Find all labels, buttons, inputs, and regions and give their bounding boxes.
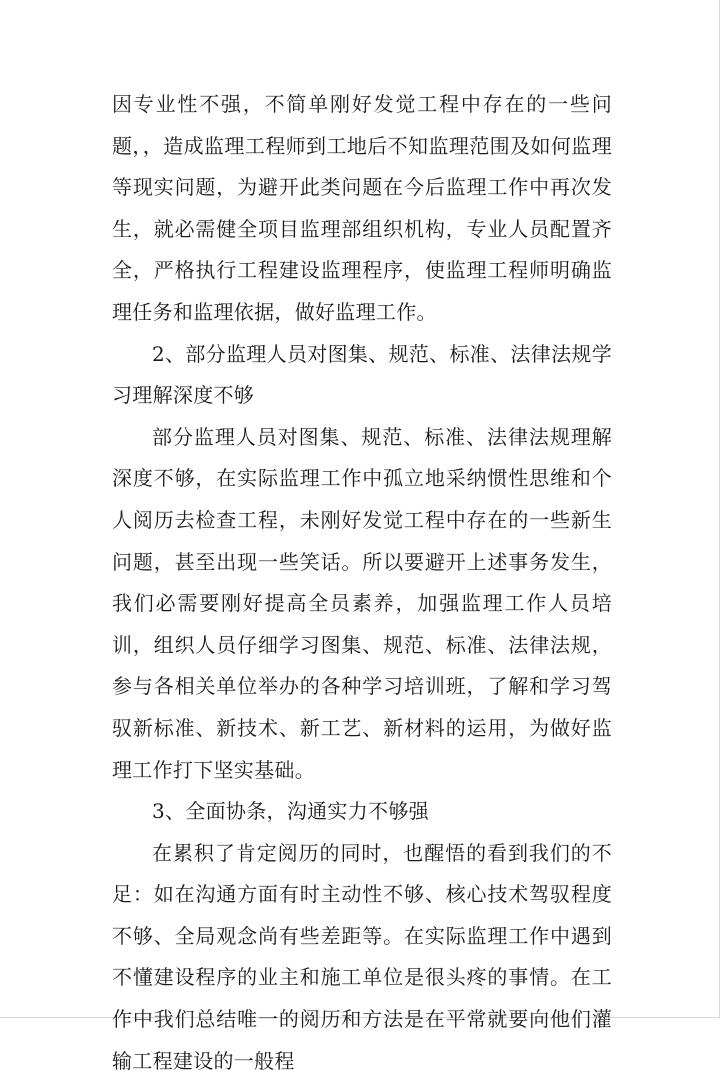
paragraph-section-3-body: 在累积了肯定阅历的同时，也醒悟的看到我们的不足：如在沟通方面有时主动性不够、核心技术驾驭程度不够、全局观念尚有些差距等。在实际监理工作中遇到不懂建设程序的业主和施工单位是很头疼的事情。在工作中我们总结唯一的阅历和方法是在平常就要向他们灌输工程建设的一般程 (112, 840, 612, 1073)
document-body (112, 84, 612, 1082)
paragraph-section-2-body: 部分监理人员对图集、规范、标准、法律法规理解深度不够，在实际监理工作中孤立地采纳惯性思维和个人阅历去检查工程，未刚好发觉工程中存在的一些新生问题，甚至出现一些笑话。所以要避开上述事务发生，我们必需要刚好提高全员素养，加强监理工作人员培训，组织人员仔细学习图集、规范、标准、法律法规，参与各相关单位举办的各种学习培训班，了解和学习驾驭新标准、新技术、新工艺、新材料的运用，为做好监理工作打下坚实基础。 (112, 424, 612, 782)
paragraph-continuation: 因专业性不强，不简单刚好发觉工程中存在的一些问题，，造成监理工程师到工地后不知监理范围及如何监理等现实问题，为避开此类问题在今后监理工作中再次发生，就必需健全项目监理部组织机构，专业人员配置齐全，严格执行工程建设监理程序，使监理工程师明确监理任务和监理依据，做好监理工作。 (112, 92, 612, 324)
section-heading-3: 3、全面协条，沟通实力不够强 (152, 799, 429, 824)
section-heading-2: 2、部分监理人员对图集、规范、标准、法律法规学习理解深度不够 (112, 341, 612, 408)
